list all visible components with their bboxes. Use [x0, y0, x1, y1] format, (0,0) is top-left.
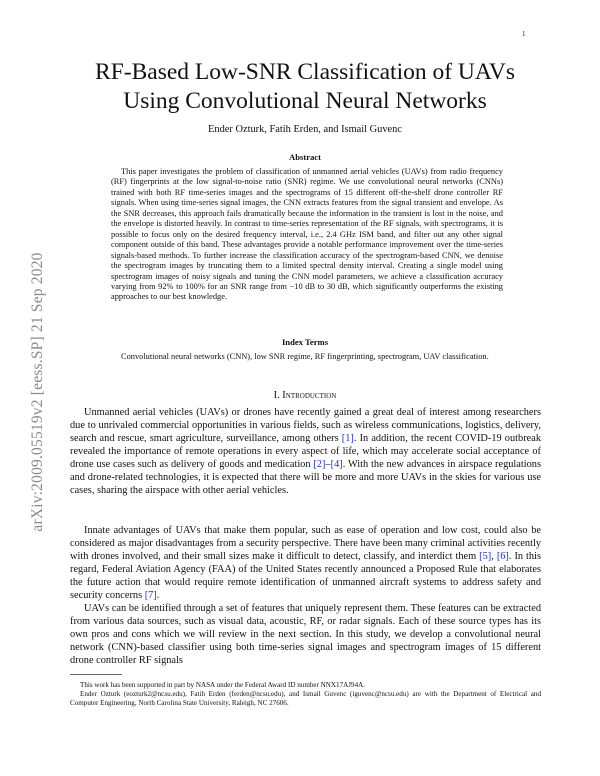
- footnote-funding: This work has been supported in part by NASA under the Federal Award ID number NNX17AJ94A.: [80, 681, 366, 689]
- paper-title: [70, 58, 540, 116]
- abstract-text: This paper investigates the problem of classification of unmanned aerial vehicles (UAVs) from radio frequency (RF) fingerprints at the low signal-to-noise ratio (SNR) regime. We use convolutional neural networks (CNNs) trained with both RF time-series images and the spectrograms of 15 different off-the-shelf drone controller RF signals. When using time-series signal images, the CNN extracts features from the signal transient and envelope. As the SNR decreases, this approach fails dramatically because the information in the transient is lost in the noise, and the envelope is distorted heavily. In contrast to time-series representation of the RF signals, with spectrograms, it is possible to focus only on the desired frequency interval, i.e., 2.4 GHz ISM band, and filter out any other signal component outside of this band. These advantages provide a notable performance improvement over the time-series signals-based methods. To further increase the classification accuracy of the spectrogram-based CNN, we denoise the spectrogram images by truncating them to a limited spectral density interval. Creating a single model using spectrogram images of noisy signals and tuning the CNN model parameters, we achieve a classification accuracy varying from 92% to 100% for an SNR range from −10 dB to 30 dB, which significantly outperforms the existing approaches to our best knowledge.: [111, 167, 503, 302]
- page-number: 1: [522, 30, 526, 38]
- intro-paragraph-1: [70, 406, 541, 497]
- p1-text-b: . In addition, the recent COVID-19 outbreak revealed the importance of remote operations in every aspect of life, which may accelerate social acceptance of drone use cases such as delivery of goods and medication: [70, 433, 541, 471]
- citation-link[interactable]: [1]: [341, 433, 354, 445]
- p2-text-b: . In this regard, Federal Aviation Agency (FAA) of the United States recently announced a Proposed Rule that elaborates the future action that would require remote identification of unmanned aircraft systems to address safety and security concerns: [70, 551, 541, 602]
- index-terms-heading: Index Terms: [281, 337, 329, 347]
- citation-link[interactable]: [4]: [330, 459, 343, 471]
- abstract-heading: Abstract: [289, 152, 321, 162]
- footnote-divider: [70, 674, 122, 675]
- arxiv-identifier: arXiv:2009.05519v2 [eess.SP] 21 Sep 2020: [29, 252, 46, 532]
- intro-paragraph-3: UAVs can be identified through a set of features that uniquely represent them. These features can be extracted from various data sources, such as visual data, acoustic, RF, or radar signals. Each of these source types has its own pros and cons which we will review in the next section. In this study, we develop a convolutional neural network (CNN)-based classifier using both time-series signal images and spectrogram images of 15 different drone controller RF signals: [70, 603, 541, 667]
- title-line-2: Using Convolutional Neural Networks: [123, 88, 487, 114]
- intro-paragraph-2: [70, 524, 541, 602]
- p1-text-c: . With the new advances in airspace regulations and drone-related technologies, it is expected that there will be more and more UAVs in the skies for various use cases, sharing the airspace with other aerial vehicles.: [70, 459, 541, 497]
- section-heading-introduction: I. Introduction: [273, 390, 337, 401]
- index-terms-text: Convolutional neural networks (CNN), low SNR regime, RF fingerprinting, spectrogram, UAV classification.: [121, 352, 489, 361]
- p2-text-c: .: [156, 590, 160, 602]
- p1-text-a: Unmanned aerial vehicles (UAVs) or drones have recently gained a great deal of interest among researchers due to unrivaled commercial opportunities in various fields, such as wireless communications, logistics, delivery, search and rescue, smart agriculture, surveillance, among others: [70, 407, 541, 445]
- citation-link[interactable]: [7]: [144, 590, 157, 602]
- citation-separator: ,: [491, 551, 497, 563]
- citation-link[interactable]: [2]: [313, 459, 326, 471]
- citation-link[interactable]: [6]: [496, 551, 509, 563]
- authors: Ender Ozturk, Fatih Erden, and Ismail Guvenc: [208, 124, 402, 135]
- p2-text-a: Innate advantages of UAVs that make them popular, such as ease of operation and low cost, could also be considered as major disadvantages from a security perspective. There have been many criminal activities recently with drones involved, and their small sizes make it difficult to detect, classify, and interdict them: [70, 525, 541, 563]
- footnote-affiliations: Ender Ozturk (eozturk2@ncsu.edu), Fatih Erden (ferden@ncsu.edu), and Ismail Guvenc (iguvenc@ncsu.edu) are with the Department of Electrical and Computer Engineering, North Carolina State University, Raleigh, NC 27606.: [70, 690, 541, 708]
- citation-link[interactable]: [5]: [479, 551, 492, 563]
- citation-range-dash: –: [325, 459, 331, 471]
- title-line-1: RF-Based Low-SNR Classification of UAVs: [95, 59, 515, 85]
